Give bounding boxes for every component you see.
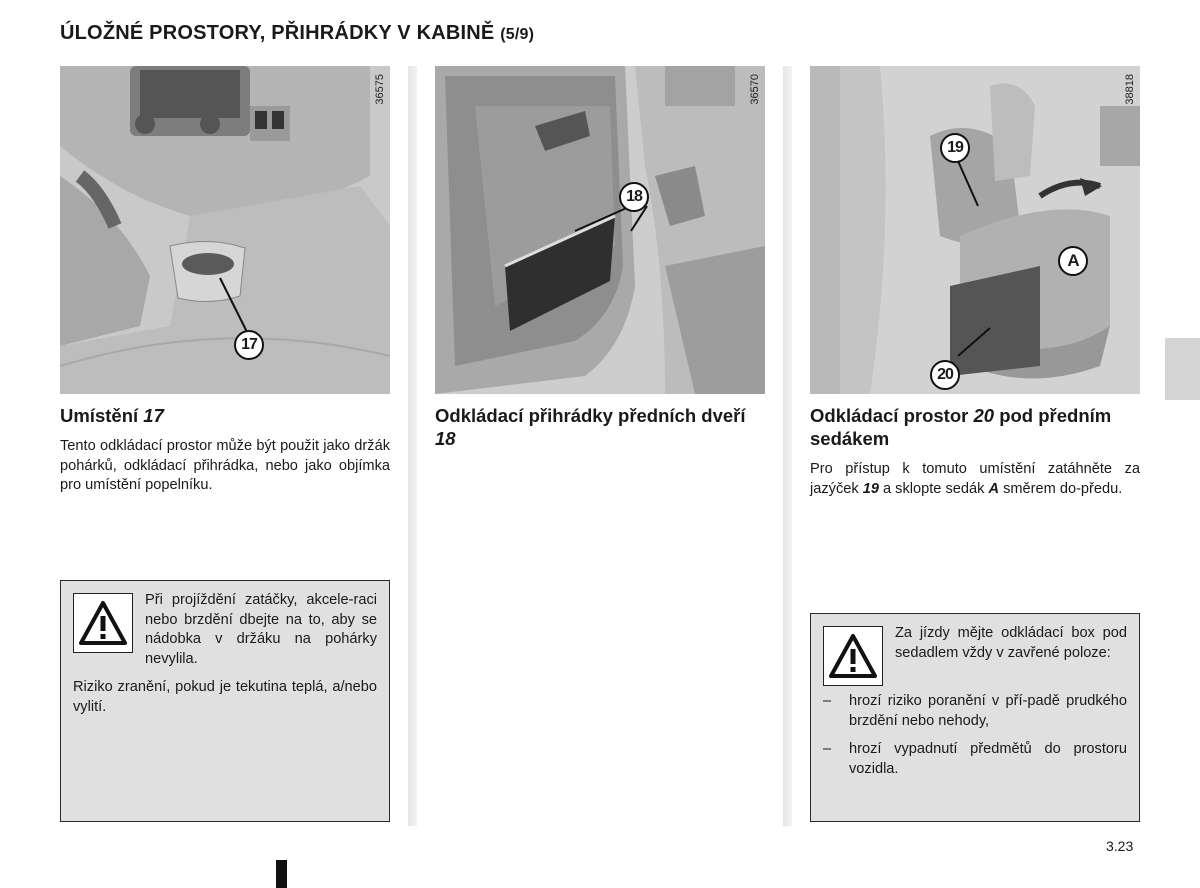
section-title-ref: 17 xyxy=(143,405,164,426)
warning-list-text: hrozí vypadnutí předmětů do prostoru vozidla. xyxy=(849,741,1127,777)
column-door-pockets xyxy=(435,66,765,450)
chapter-tab xyxy=(1165,338,1200,400)
list-dash: – xyxy=(823,741,832,757)
section-body xyxy=(810,460,1140,499)
column-divider xyxy=(783,66,792,826)
warning-list-text: hrozí riziko poranění v pří-padě prudkého brzdění nebo nehody, xyxy=(849,693,1127,729)
section-body: Tento odkládací prostor může být použit jako držák pohárků, odkládací přihrádka, nebo jako objímka pro umístění popelníku. xyxy=(60,438,390,493)
column-cup-holder xyxy=(60,66,390,496)
page-number: 3.23 xyxy=(1106,838,1134,854)
callout-A: A xyxy=(1058,246,1088,276)
page-title-counter: (5/9) xyxy=(500,26,535,43)
section-title xyxy=(810,404,1140,450)
photo-front-seat xyxy=(810,66,1140,394)
crop-mark xyxy=(276,860,287,888)
list-dash: – xyxy=(823,693,832,709)
callout-19: 19 xyxy=(940,133,970,163)
warning-text: Při projíždění zatáčky, akcele-raci nebo brzdění dbejte na to, aby se nádobka v držáku na pohárky nevylila. xyxy=(145,592,377,667)
dashboard-illustration xyxy=(60,66,390,394)
body-text-part: Pro přístup k tomuto umístění zatáhněte za jazýček xyxy=(810,461,1140,497)
callout-20: 20 xyxy=(930,360,960,390)
column-divider xyxy=(408,66,417,826)
warning-triangle-icon xyxy=(823,626,883,686)
section-title-ref: 18 xyxy=(435,428,456,449)
section-title-tail: pod předním sedákem xyxy=(810,405,1112,449)
photo-front-door xyxy=(435,66,765,394)
body-ref-19: 19 xyxy=(862,480,879,497)
body-text-part: a sklopte sedák xyxy=(878,480,989,497)
door-illustration xyxy=(435,66,765,394)
photo-dashboard-cupholder xyxy=(60,66,390,394)
section-title-ref: 20 xyxy=(973,405,995,426)
section-title-text: Odkládací přihrádky předních dveří xyxy=(435,405,746,426)
warning-text: Za jízdy mějte odkládací box pod sedadlem vždy v zavřené poloze: xyxy=(895,625,1127,661)
column-under-seat xyxy=(810,66,1140,499)
section-title-text: Odkládací prostor xyxy=(810,405,969,426)
photo-reference-number: 36575 xyxy=(374,74,386,105)
photo-reference-number: 36570 xyxy=(749,74,761,105)
page-title xyxy=(60,22,534,45)
warning-list-item xyxy=(823,740,1127,779)
section-title xyxy=(60,404,390,427)
page-title-text: ÚLOŽNÉ PROSTORY, PŘIHRÁDKY V KABINĚ xyxy=(60,22,495,44)
callout-17: 17 xyxy=(234,330,264,360)
warning-triangle-icon xyxy=(73,593,133,653)
section-title-text: Umístění xyxy=(60,405,139,426)
section-title xyxy=(435,404,765,450)
warning-box-under-seat xyxy=(810,613,1140,822)
seat-illustration xyxy=(810,66,1140,394)
warning-text: Riziko zranění, pokud je tekutina teplá, a/nebo vylití. xyxy=(73,679,377,715)
warning-box-cup-holder xyxy=(60,580,390,822)
body-ref-A: A xyxy=(988,480,1000,497)
callout-18: 18 xyxy=(619,182,649,212)
warning-list-item xyxy=(823,692,1127,731)
body-text-part: směrem do-předu. xyxy=(999,480,1123,497)
photo-reference-number: 38818 xyxy=(1124,74,1136,105)
